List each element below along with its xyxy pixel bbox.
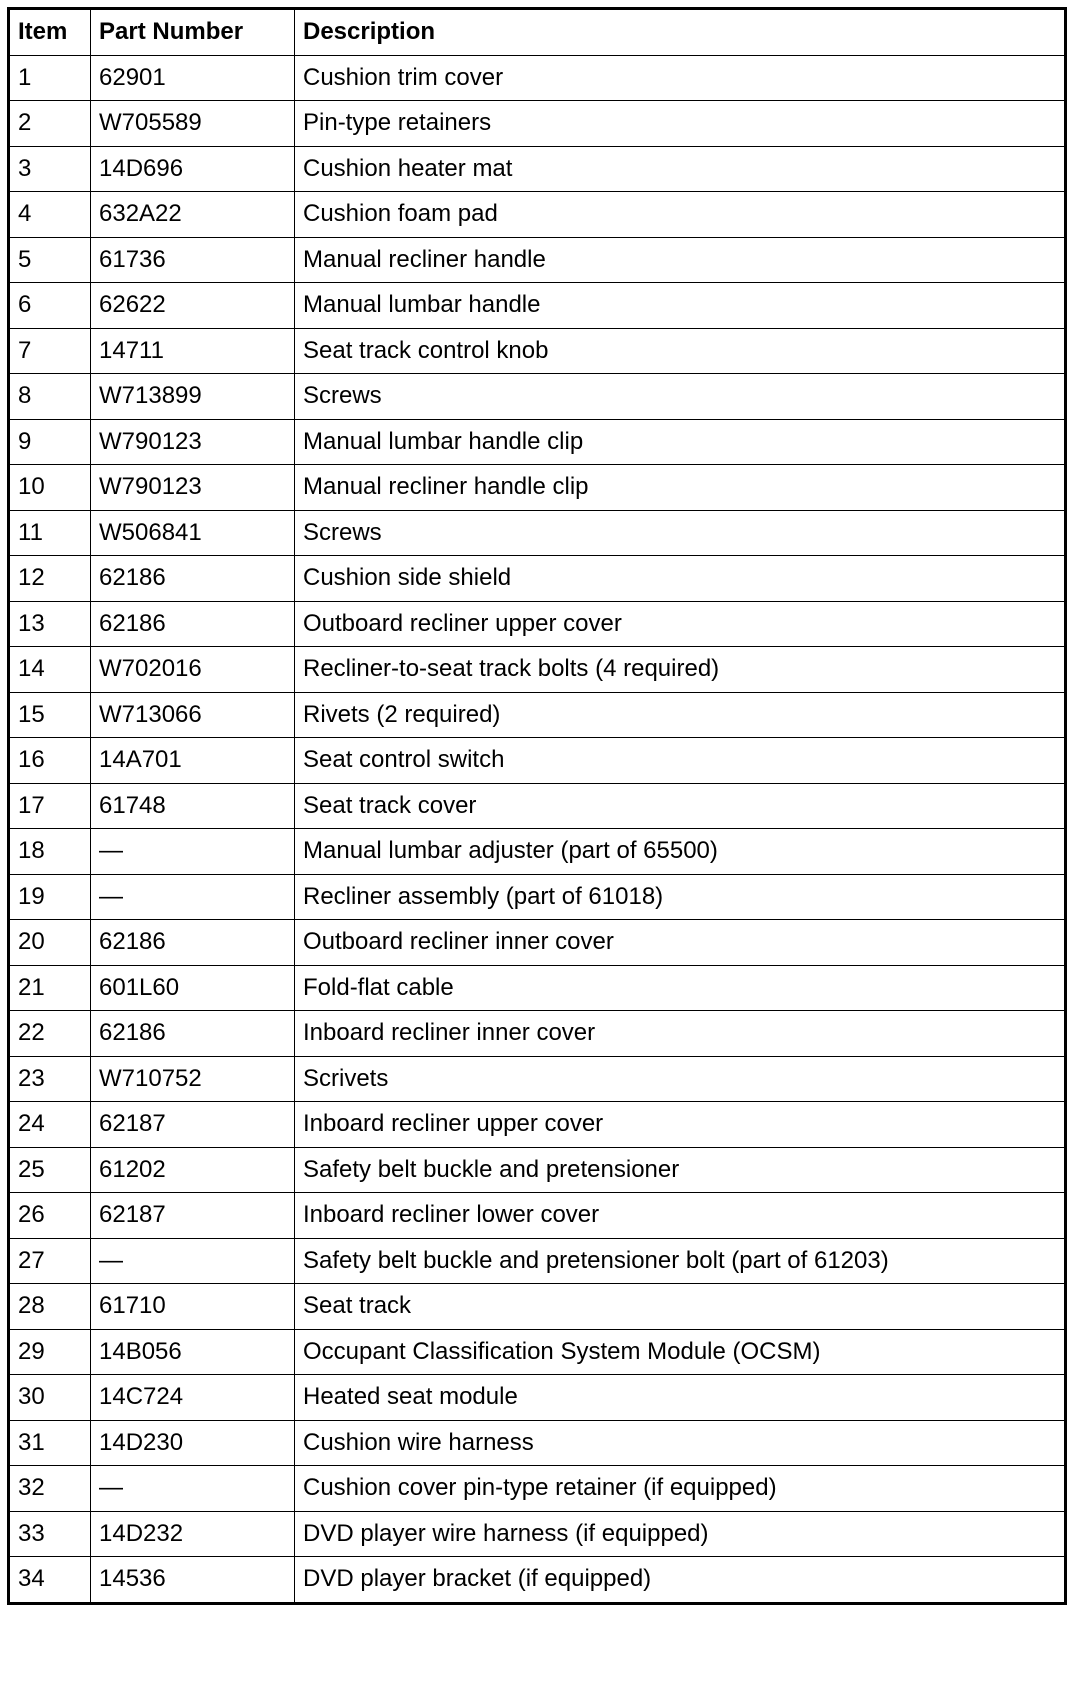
cell-item: 4	[9, 192, 91, 238]
cell-description: Safety belt buckle and pretensioner bolt (part of 61203)	[295, 1238, 1066, 1284]
cell-part-number: W702016	[91, 647, 295, 693]
cell-description: Seat track control knob	[295, 328, 1066, 374]
cell-item: 18	[9, 829, 91, 875]
cell-description: Cushion heater mat	[295, 146, 1066, 192]
cell-item: 7	[9, 328, 91, 374]
cell-part-number: 62622	[91, 283, 295, 329]
cell-item: 9	[9, 419, 91, 465]
table-row	[9, 465, 1066, 511]
cell-item: 12	[9, 556, 91, 602]
cell-part-number: 14D230	[91, 1420, 295, 1466]
cell-description: Recliner-to-seat track bolts (4 required)	[295, 647, 1066, 693]
table-row	[9, 1102, 1066, 1148]
cell-item: 13	[9, 601, 91, 647]
table-row	[9, 1238, 1066, 1284]
table-body	[9, 55, 1066, 1603]
table-row	[9, 874, 1066, 920]
table-row	[9, 920, 1066, 966]
table-row	[9, 556, 1066, 602]
cell-item: 11	[9, 510, 91, 556]
cell-part-number: 632A22	[91, 192, 295, 238]
cell-part-number: —	[91, 1466, 295, 1512]
table-row	[9, 1011, 1066, 1057]
table-row	[9, 965, 1066, 1011]
header-part-number: Part Number	[91, 9, 295, 56]
cell-description: Rivets (2 required)	[295, 692, 1066, 738]
cell-item: 19	[9, 874, 91, 920]
cell-part-number: 61748	[91, 783, 295, 829]
cell-part-number: 62186	[91, 920, 295, 966]
parts-table	[7, 7, 1067, 1605]
cell-item: 2	[9, 101, 91, 147]
cell-part-number: W713899	[91, 374, 295, 420]
cell-item: 3	[9, 146, 91, 192]
cell-item: 20	[9, 920, 91, 966]
cell-item: 31	[9, 1420, 91, 1466]
cell-item: 25	[9, 1147, 91, 1193]
cell-description: Occupant Classification System Module (OCSM)	[295, 1329, 1066, 1375]
cell-item: 26	[9, 1193, 91, 1239]
cell-part-number: W710752	[91, 1056, 295, 1102]
cell-item: 21	[9, 965, 91, 1011]
cell-part-number: 14D696	[91, 146, 295, 192]
cell-description: Outboard recliner inner cover	[295, 920, 1066, 966]
cell-description: Inboard recliner inner cover	[295, 1011, 1066, 1057]
cell-part-number: 14711	[91, 328, 295, 374]
table-row	[9, 192, 1066, 238]
cell-item: 8	[9, 374, 91, 420]
cell-part-number: 61736	[91, 237, 295, 283]
cell-description: Cushion cover pin-type retainer (if equipped)	[295, 1466, 1066, 1512]
cell-item: 24	[9, 1102, 91, 1148]
cell-part-number: W790123	[91, 419, 295, 465]
table-row	[9, 1466, 1066, 1512]
cell-description: Screws	[295, 510, 1066, 556]
table-row	[9, 237, 1066, 283]
cell-description: Safety belt buckle and pretensioner	[295, 1147, 1066, 1193]
cell-item: 15	[9, 692, 91, 738]
header-description: Description	[295, 9, 1066, 56]
cell-item: 30	[9, 1375, 91, 1421]
table-row	[9, 1284, 1066, 1330]
cell-description: Seat track	[295, 1284, 1066, 1330]
table-header	[9, 9, 1066, 56]
cell-part-number: 61710	[91, 1284, 295, 1330]
cell-description: DVD player wire harness (if equipped)	[295, 1511, 1066, 1557]
table-row	[9, 510, 1066, 556]
cell-item: 28	[9, 1284, 91, 1330]
cell-item: 33	[9, 1511, 91, 1557]
cell-part-number: 601L60	[91, 965, 295, 1011]
cell-description: Inboard recliner upper cover	[295, 1102, 1066, 1148]
cell-part-number: 62186	[91, 601, 295, 647]
cell-item: 16	[9, 738, 91, 784]
cell-part-number: W705589	[91, 101, 295, 147]
table-row	[9, 738, 1066, 784]
table-row	[9, 1193, 1066, 1239]
cell-item: 34	[9, 1557, 91, 1604]
cell-description: Recliner assembly (part of 61018)	[295, 874, 1066, 920]
table-row	[9, 783, 1066, 829]
cell-description: Manual lumbar handle	[295, 283, 1066, 329]
cell-part-number: 62187	[91, 1102, 295, 1148]
cell-description: Outboard recliner upper cover	[295, 601, 1066, 647]
cell-description: Fold-flat cable	[295, 965, 1066, 1011]
table-row	[9, 1329, 1066, 1375]
cell-description: Cushion foam pad	[295, 192, 1066, 238]
table-row	[9, 829, 1066, 875]
header-item: Item	[9, 9, 91, 56]
table-row	[9, 1511, 1066, 1557]
cell-part-number: 14A701	[91, 738, 295, 784]
table-row	[9, 1420, 1066, 1466]
header-row	[9, 9, 1066, 56]
cell-description: DVD player bracket (if equipped)	[295, 1557, 1066, 1604]
table-row	[9, 101, 1066, 147]
table-row	[9, 419, 1066, 465]
table-row	[9, 601, 1066, 647]
cell-part-number: 62901	[91, 55, 295, 101]
cell-description: Manual lumbar handle clip	[295, 419, 1066, 465]
cell-description: Seat track cover	[295, 783, 1066, 829]
table-row	[9, 374, 1066, 420]
cell-description: Cushion trim cover	[295, 55, 1066, 101]
cell-description: Cushion side shield	[295, 556, 1066, 602]
table-row	[9, 1056, 1066, 1102]
table-row	[9, 647, 1066, 693]
cell-description: Seat control switch	[295, 738, 1066, 784]
cell-description: Manual recliner handle clip	[295, 465, 1066, 511]
cell-item: 23	[9, 1056, 91, 1102]
table-row	[9, 328, 1066, 374]
cell-description: Pin-type retainers	[295, 101, 1066, 147]
cell-part-number: W713066	[91, 692, 295, 738]
cell-part-number: —	[91, 874, 295, 920]
table-row	[9, 1375, 1066, 1421]
cell-item: 32	[9, 1466, 91, 1512]
cell-part-number: 62187	[91, 1193, 295, 1239]
cell-item: 29	[9, 1329, 91, 1375]
cell-item: 5	[9, 237, 91, 283]
cell-description: Screws	[295, 374, 1066, 420]
cell-part-number: —	[91, 829, 295, 875]
table-row	[9, 692, 1066, 738]
cell-item: 27	[9, 1238, 91, 1284]
cell-part-number: 62186	[91, 1011, 295, 1057]
table-row	[9, 1557, 1066, 1604]
cell-part-number: —	[91, 1238, 295, 1284]
cell-part-number: 14B056	[91, 1329, 295, 1375]
cell-description: Manual lumbar adjuster (part of 65500)	[295, 829, 1066, 875]
table-row	[9, 1147, 1066, 1193]
cell-description: Cushion wire harness	[295, 1420, 1066, 1466]
cell-item: 17	[9, 783, 91, 829]
cell-item: 1	[9, 55, 91, 101]
cell-item: 22	[9, 1011, 91, 1057]
cell-item: 10	[9, 465, 91, 511]
cell-part-number: 62186	[91, 556, 295, 602]
cell-part-number: W506841	[91, 510, 295, 556]
cell-item: 14	[9, 647, 91, 693]
table-row	[9, 55, 1066, 101]
cell-part-number: 14D232	[91, 1511, 295, 1557]
cell-description: Scrivets	[295, 1056, 1066, 1102]
cell-part-number: 14C724	[91, 1375, 295, 1421]
cell-description: Heated seat module	[295, 1375, 1066, 1421]
cell-part-number: 14536	[91, 1557, 295, 1604]
table-row	[9, 146, 1066, 192]
cell-description: Manual recliner handle	[295, 237, 1066, 283]
cell-item: 6	[9, 283, 91, 329]
table-row	[9, 283, 1066, 329]
cell-part-number: 61202	[91, 1147, 295, 1193]
cell-part-number: W790123	[91, 465, 295, 511]
cell-description: Inboard recliner lower cover	[295, 1193, 1066, 1239]
